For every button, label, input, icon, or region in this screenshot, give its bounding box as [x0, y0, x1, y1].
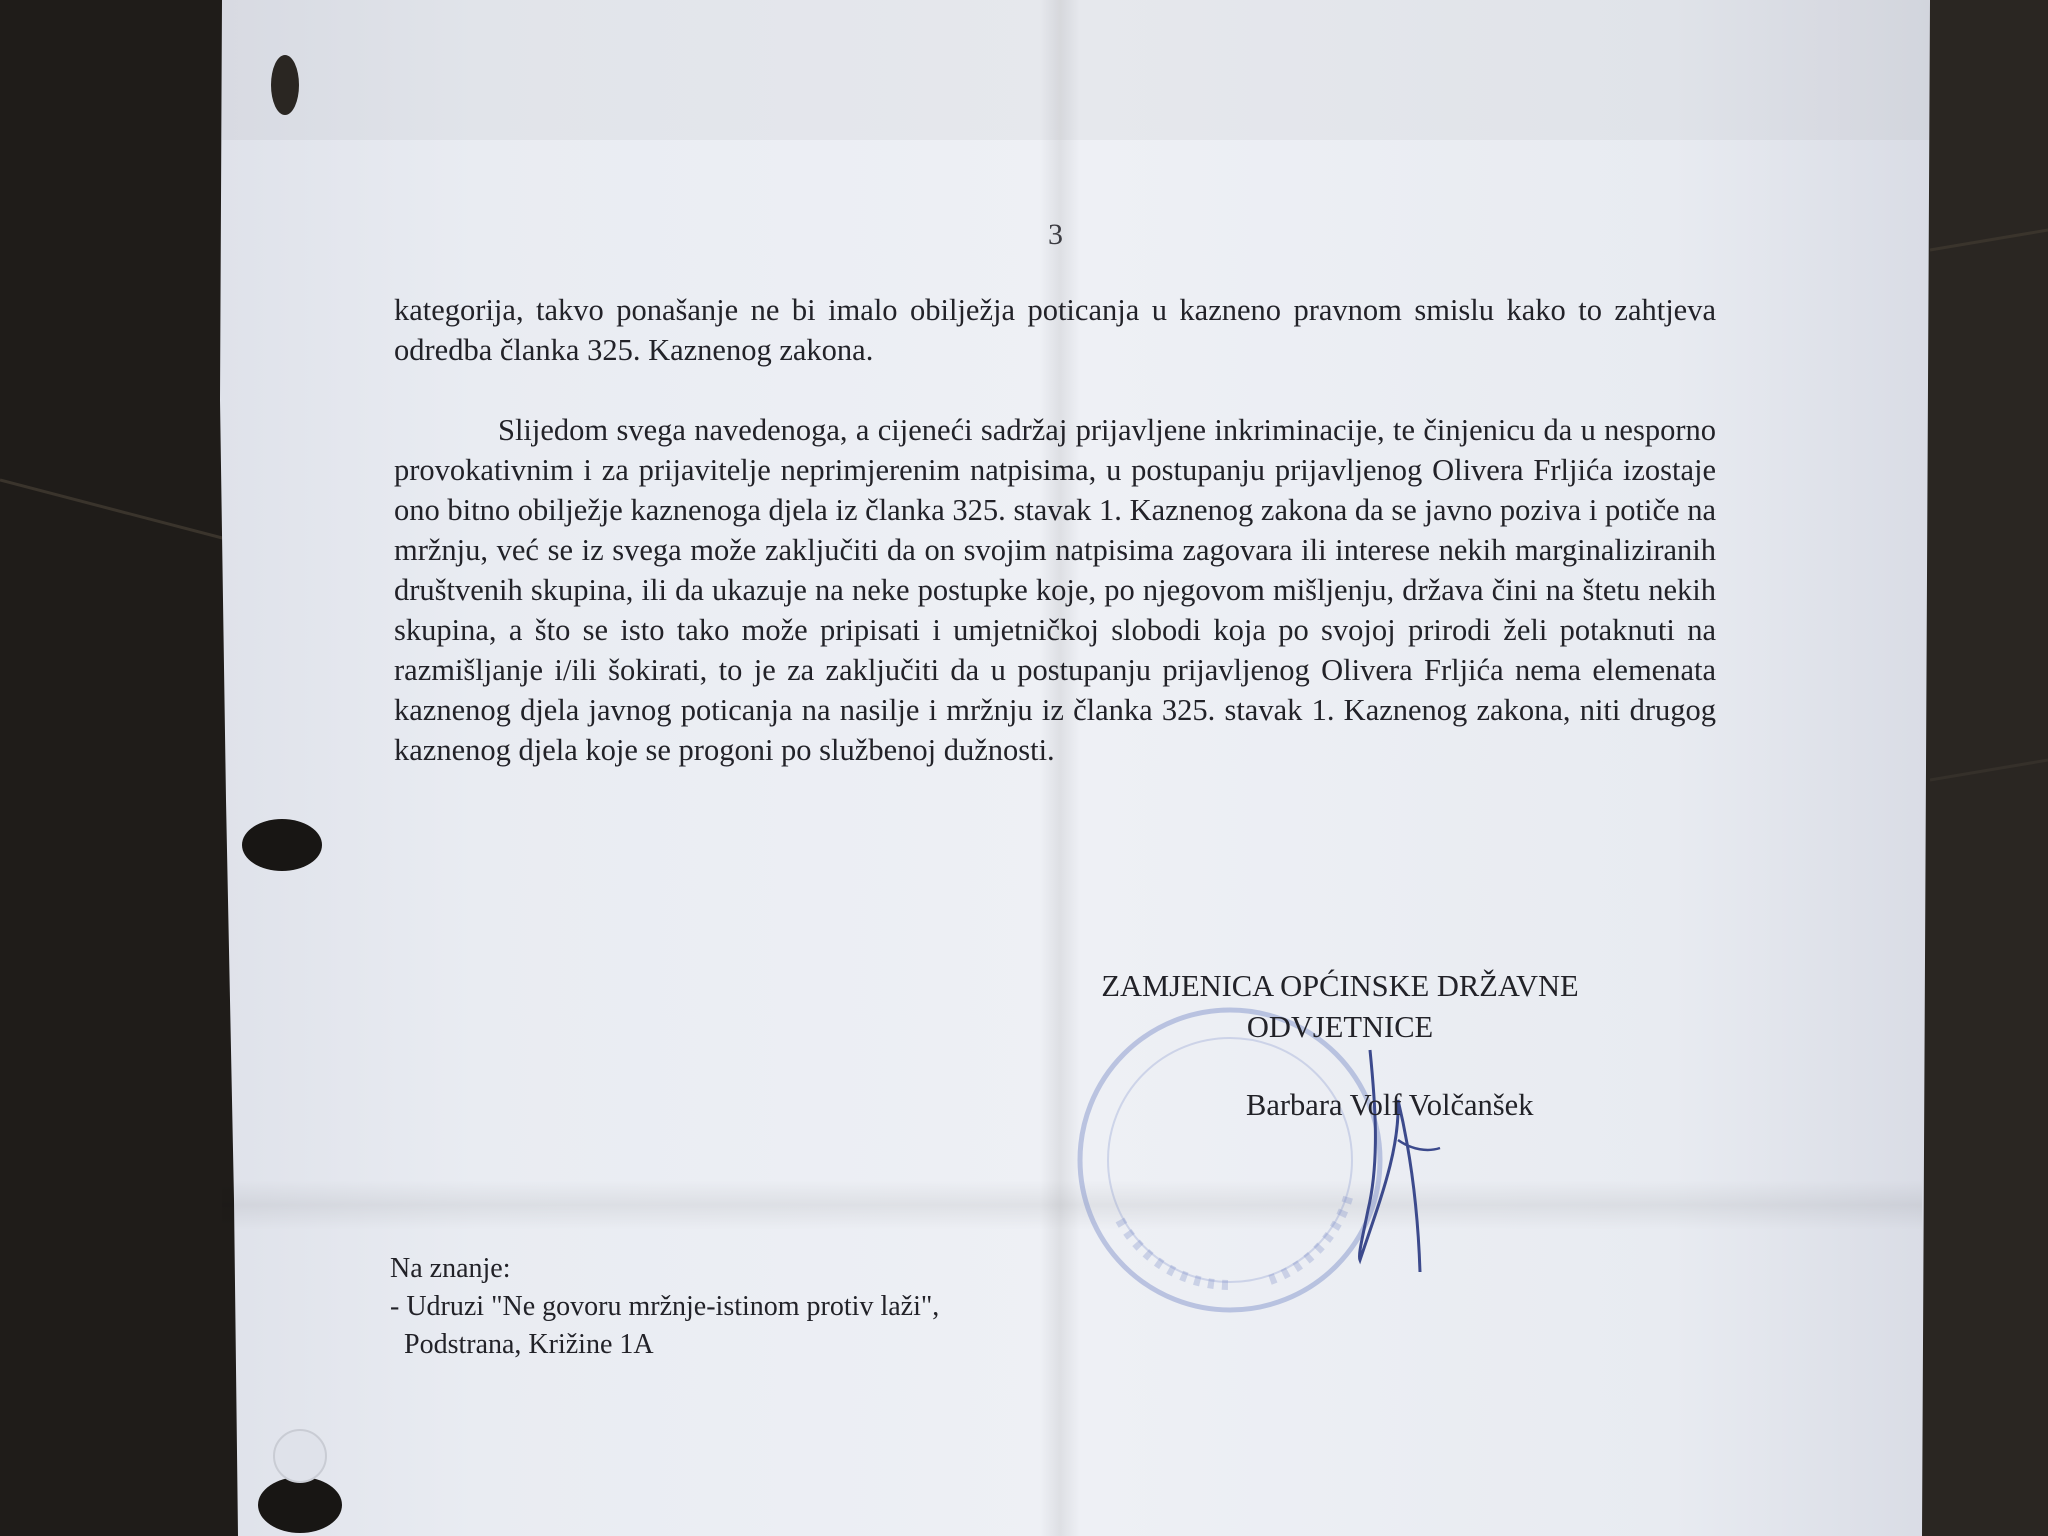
- paragraph-2: Slijedom svega navedenoga, a cijeneći sadržaj prijavljene inkriminacije, te činjenicu da u nesporno provokativnim i za prijavitelje neprimjerenim natpisima, u postupanju prijavljenog Olivera Frljića izostaje ono bitno obilježje kaznenoga djela iz članka 325. stavak 1. Kaznenog zakona da se javno poziva i potiče na mržnju, već se iz svega može zaključiti da on svojim natpisima zagovara ili interese nekih marginaliziranih društvenih skupina, ili da ukazuje na neke postupke koje, po njegovom mišljenju, država čini na štetu nekih skupina, a što se isto tako može pripisati i umjetničkoj slobodi koja po svojoj prirodi želi potaknuti na razmišljanje i/ili šokirati, to je za zaključiti da u postupanju prijavljenog Olivera Frljića nema elemenata kaznenog djela javnog poticanja na nasilje i mržnju iz članka 325. stavak 1. Kaznenog zakona, niti drugog kaznenog djela koje se progoni po službenoj dužnosti.: [394, 413, 1716, 767]
- cc-recipient-line-2: Podstrana, Križine 1A: [390, 1329, 654, 1360]
- cc-heading: Na znanje:: [390, 1253, 511, 1284]
- signature-title-line-1: ZAMJENICA OPĆINSKE DRŽAVNE: [1101, 969, 1579, 1003]
- signature-title: [1100, 966, 1580, 1048]
- signature-title-line-2: ODVJETNICE: [1246, 1010, 1434, 1044]
- page-number: 3: [1048, 218, 1063, 251]
- paragraph-1: kategorija, takvo ponašanje ne bi imalo obilježja poticanja u kazneno pravnom smislu kako to zahtjeva odredba članka 325. Kaznenog zakona.: [394, 293, 1716, 367]
- signature-name: Barbara Volf Volčanšek: [1246, 1088, 1534, 1122]
- cc-block: [390, 1250, 939, 1364]
- cc-recipient-line-1: - Udruzi "Ne govoru mržnje-istinom protiv laži",: [390, 1291, 940, 1322]
